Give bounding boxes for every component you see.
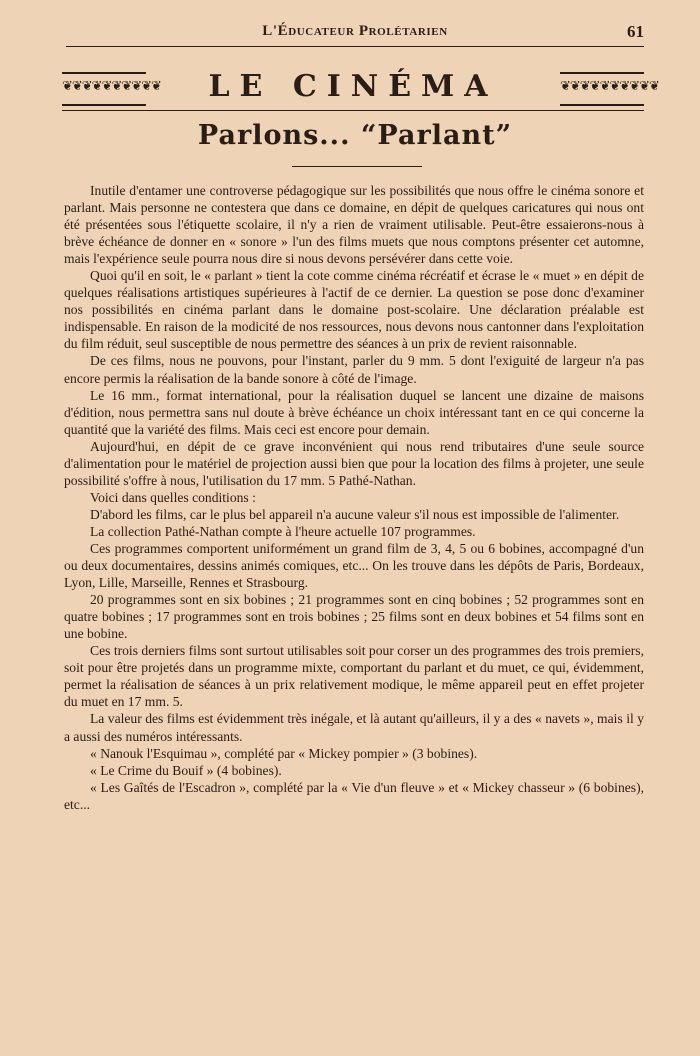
article-paragraph: Quoi qu'il en soit, le « parlant » tient la cote comme cinéma récréatif et écrase le « muet » en dépit de quelques réalisations artistiques supérieures à l'actif de ce dernier. La question se pose donc d'examiner nos possibilités en cinéma parlant dans le domaine post-scolaire. Une déclaration préalable est indispensable. En raison de la modicité de nos ressources, nous devons nous cantonner dans l'exploitation du film réduit, seul susceptible de nous permettre des séances à un prix de revient raisonnable. [64, 268, 644, 352]
article-paragraph: Ces programmes comportent uniformément un grand film de 3, 4, 5 ou 6 bobines, accompagné d'un ou deux documentaires, dessins animés comiques, etc... On les trouve dans les dépôts de Paris, Bordeaux, Lyon, Lille, Marseille, Rennes et Strasbourg. [64, 540, 644, 591]
journal-title: L'Éducateur Prolétarien [262, 23, 448, 39]
article-paragraph: « Le Crime du Bouif » (4 bobines). [90, 762, 282, 778]
article-body [64, 182, 644, 813]
article-paragraph: Inutile d'entamer une controverse pédagogique sur les possibilités que nous offre le cinéma sonore et parlant. Mais personne ne contestera que dans ce domaine, en dépit de quelques caricatures qui nous ont été présentées sous l'étiquette scolaire, il n'y a rien de vraiment utilisable. Peut-être essaierons-nous à brève échéance de donner en « sonore » l'un des films muets que nous comptons présenter cet automne, mais l'expérience seule pourra nous dire si nous devons persévérer dans cette voie. [64, 183, 644, 267]
running-header [66, 22, 644, 47]
article-paragraph: Voici dans quelles conditions : [90, 489, 256, 505]
article-paragraph: Ces trois derniers films sont surtout utilisables soit pour corser un des programmes des trois premiers, soit pour être projetés dans un programme mixte, comportant du parlant et du muet, ce qui, évidemment, permet la réalisation de séances à un prix relativement modique, le même appareil peut en effet projeter du muet en 17 mm. 5. [64, 643, 644, 710]
headline-divider [292, 166, 422, 167]
article-paragraph: Aujourd'hui, en dépit de ce grave inconvénient qui nous rend tributaires d'une seule source d'alimentation pour le matériel de projection aussi bien que pour la location des films à projeter, une seule possibilité s'offre à nous, l'utilisation du 17 mm. 5 Pathé-Nathan. [64, 438, 644, 488]
article-paragraph: « Les Gaîtés de l'Escadron », complété par la « Vie d'un fleuve » et « Mickey chasseur » (6 bobines), etc... [64, 779, 644, 812]
article-paragraph: La valeur des films est évidemment très inégale, et là autant qu'ailleurs, il y a des « navets », mais il y a aussi des numéros intéressants. [64, 711, 644, 744]
section-title: LE CINÉMA [208, 69, 498, 104]
article-paragraph: 20 programmes sont en six bobines ; 21 programmes sont en cinq bobines ; 52 programmes sont en quatre bobines ; 17 programmes sont en trois bobines ; 25 films sont en deux bobines et 54 films sont en une bobine. [64, 592, 644, 642]
article-paragraph: Le 16 mm., format international, pour la réalisation duquel se lancent une dizaine de maisons d'édition, nous permettra sans nul doute à brève échéance un choix intéressant tant en ce qui concerne la quantité que la variété des films. Mais ceci est encore pour demain. [64, 387, 644, 437]
section-banner [62, 66, 659, 111]
floral-ornament-icon: ❦❦❦❦❦❦❦❦❦❦ [560, 72, 644, 106]
floral-ornament-icon: ❦❦❦❦❦❦❦❦❦❦ [62, 72, 146, 106]
article-paragraph: D'abord les films, car le plus bel appareil n'a aucune valeur s'il nous est impossible de l'alimenter. [90, 506, 620, 522]
article-headline: Parlons... “Parlant” [197, 120, 513, 151]
page-number: 61 [627, 22, 644, 41]
article-paragraph: De ces films, nous ne pouvons, pour l'instant, parler du 9 mm. 5 dont l'exiguité de largeur n'a pas encore permis la réalisation de la bande sonore à côté de l'image. [64, 353, 644, 386]
article-paragraph: « Nanouk l'Esquimau », complété par « Mickey pompier » (3 bobines). [90, 745, 478, 761]
article-paragraph: La collection Pathé-Nathan compte à l'heure actuelle 107 programmes. [90, 523, 476, 539]
